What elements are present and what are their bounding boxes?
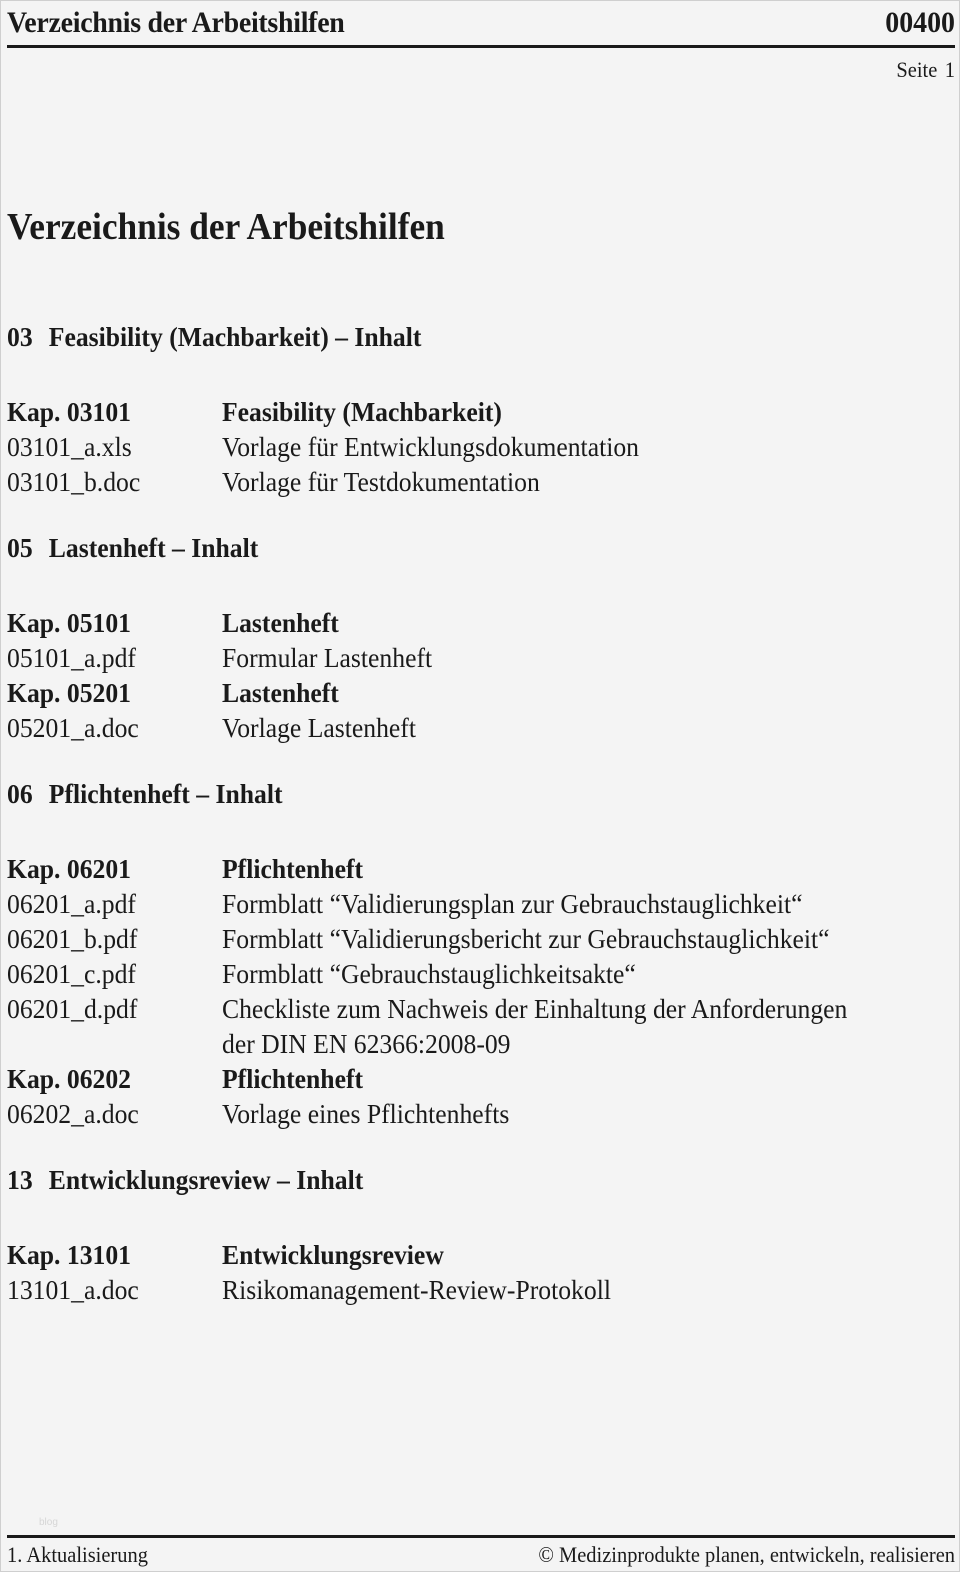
watermark: blog [39, 1517, 58, 1528]
header-title: Verzeichnis der Arbeitshilfen [7, 6, 345, 39]
chapter-row [7, 606, 955, 641]
chapter-row [7, 676, 955, 711]
page-number [896, 57, 955, 83]
page-label: Seite [896, 57, 938, 82]
entry-description: Formular Lastenheft [222, 643, 433, 673]
section-title: Pflichtenheft – Inhalt [48, 779, 283, 809]
entry-code [7, 1027, 211, 1062]
section-number: 06 [7, 779, 33, 809]
entry-code: 06201_a.pdf [7, 889, 136, 919]
entry-code: 06201_c.pdf [7, 959, 136, 989]
footer-copyright: © Medizinprodukte planen, entwickeln, realisieren [538, 1542, 955, 1567]
section-title: Lastenheft – Inhalt [48, 533, 259, 563]
entry-code: Kap. 06201 [7, 854, 132, 884]
entry-code: 03101_a.xls [7, 432, 132, 462]
section-13 [7, 1160, 955, 1308]
footer-edition: 1. Aktualisierung [7, 1542, 148, 1567]
entry-code: 06202_a.doc [7, 1099, 139, 1129]
entry-code: Kap. 13101 [7, 1240, 132, 1270]
entry-code: Kap. 06202 [7, 1064, 132, 1094]
entry-description: Pflichtenheft [222, 854, 364, 884]
section-heading [7, 317, 908, 357]
entry-description: Formblatt “Gebrauchstauglichkeitsakte“ [222, 959, 636, 989]
entry-list [7, 852, 955, 1132]
section-title: Feasibility (Machbarkeit) – Inhalt [48, 322, 422, 352]
entry-code: 06201_d.pdf [7, 994, 138, 1024]
section-heading [7, 1160, 908, 1200]
section-number: 13 [7, 1165, 33, 1195]
entry-description: Vorlage Lastenheft [222, 713, 416, 743]
page-value: 1 [944, 57, 955, 82]
file-row-continuation [7, 1027, 955, 1062]
file-row [7, 1097, 955, 1132]
entry-description: Lastenheft [222, 608, 339, 638]
section-heading [7, 528, 908, 568]
document-number: 00400 [885, 6, 955, 39]
file-row [7, 430, 955, 465]
content [7, 317, 955, 1336]
entry-code: Kap. 05101 [7, 608, 132, 638]
entry-description: Formblatt “Validierungsplan zur Gebrauchstauglichkeit“ [222, 889, 803, 919]
entry-list [7, 1238, 955, 1308]
chapter-row [7, 395, 955, 430]
file-row [7, 957, 955, 992]
entry-description: Pflichtenheft [222, 1064, 364, 1094]
page-footer [7, 1535, 955, 1572]
section-03 [7, 317, 955, 500]
entry-description: Risikomanagement-Review-Protokoll [222, 1275, 611, 1305]
entry-description: Vorlage für Testdokumentation [222, 467, 540, 497]
entry-description: Vorlage eines Pflichtenhefts [222, 1099, 510, 1129]
chapter-row [7, 1238, 955, 1273]
file-row [7, 1273, 955, 1308]
main-title: Verzeichnis der Arbeitshilfen [7, 206, 445, 248]
entry-description: der DIN EN 62366:2008-09 [222, 1029, 511, 1059]
entry-code: 06201_b.pdf [7, 924, 138, 954]
section-number: 03 [7, 322, 33, 352]
section-title: Entwicklungsreview – Inhalt [48, 1165, 364, 1195]
entry-description: Feasibility (Machbarkeit) [222, 397, 502, 427]
file-row [7, 992, 955, 1027]
entry-description: Checkliste zum Nachweis der Einhaltung der Anforderungen [222, 994, 848, 1024]
entry-description: Lastenheft [222, 678, 339, 708]
entry-list [7, 606, 955, 746]
section-heading [7, 774, 908, 814]
file-row [7, 887, 955, 922]
file-row [7, 922, 955, 957]
section-number: 05 [7, 533, 33, 563]
page-header [7, 1, 955, 48]
chapter-row [7, 852, 955, 887]
entry-code: Kap. 03101 [7, 397, 132, 427]
entry-code: 05101_a.pdf [7, 643, 136, 673]
entry-description: Entwicklungsreview [222, 1240, 444, 1270]
entry-description: Formblatt “Validierungsbericht zur Gebrauchstauglichkeit“ [222, 924, 830, 954]
file-row [7, 641, 955, 676]
section-06 [7, 774, 955, 1132]
chapter-row [7, 1062, 955, 1097]
entry-code: 03101_b.doc [7, 467, 141, 497]
entry-description: Vorlage für Entwicklungsdokumentation [222, 432, 639, 462]
entry-list [7, 395, 955, 500]
section-05 [7, 528, 955, 746]
entry-code: 13101_a.doc [7, 1275, 139, 1305]
entry-code: 05201_a.doc [7, 713, 139, 743]
file-row [7, 465, 955, 500]
file-row [7, 711, 955, 746]
entry-code: Kap. 05201 [7, 678, 132, 708]
